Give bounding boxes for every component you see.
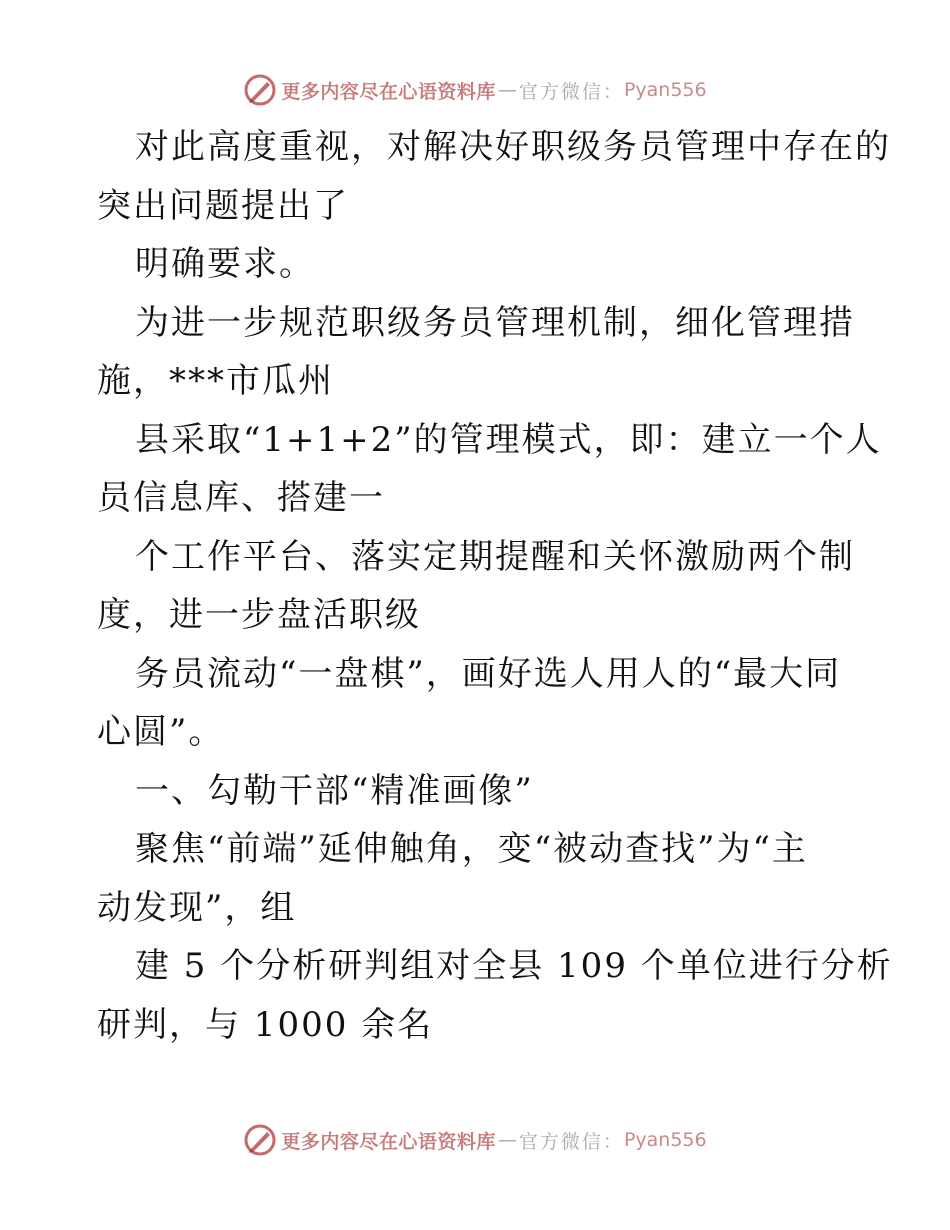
text-line: 务员流动“一盘棋”，画好选人用人的“最大同 [135, 653, 842, 694]
header-watermark [0, 70, 950, 110]
watermark-wechat-id: Pyan556 [623, 79, 707, 101]
watermark-wechat-id: Pyan556 [623, 1129, 707, 1151]
pen-logo-icon [243, 1123, 277, 1157]
text-line: 员信息库、搭建一 [97, 478, 385, 518]
text-line: 一、勾勒干部“精准画像” [135, 770, 534, 811]
text-line: 动发现”，组 [97, 887, 297, 928]
text-line: 明确要求。 [135, 244, 315, 284]
watermark-site-name: 更多内容尽在心语资料库 [281, 1130, 496, 1153]
pen-logo-icon [243, 73, 277, 107]
watermark-wechat-label: 官方微信： [518, 1130, 624, 1153]
text-line: 突出问题提出了 [97, 185, 349, 226]
document-body [97, 118, 893, 1054]
text-line: 研判，与 1000 余名 [97, 1004, 434, 1045]
text-line: 对此高度重视，对解决好职级务员管理中存在的 [135, 127, 891, 167]
watermark-site-name: 更多内容尽在心语资料库 [281, 80, 496, 103]
watermark-dash: — [497, 79, 517, 101]
text-line: 为进一步规范职级务员管理机制，细化管理措 [135, 302, 855, 343]
watermark-wechat-label: 官方微信： [518, 80, 624, 103]
watermark-dash: — [497, 1129, 517, 1151]
footer-watermark [0, 1120, 950, 1160]
text-line: 聚焦“前端”延伸触角，变“被动查找”为“主 [135, 829, 808, 869]
text-line: 心圆”。 [97, 712, 225, 752]
text-line: 施，***市瓜州 [97, 361, 334, 401]
text-line: 县采取“1+1+2”的管理模式，即：建立一个人 [135, 419, 882, 460]
text-line: 度，进一步盘活职级 [97, 595, 421, 635]
text-line: 建 5 个分析研判组对全县 109 个单位进行分析 [135, 946, 893, 986]
text-line: 个工作平台、落实定期提醒和关怀激励两个制 [135, 536, 855, 577]
